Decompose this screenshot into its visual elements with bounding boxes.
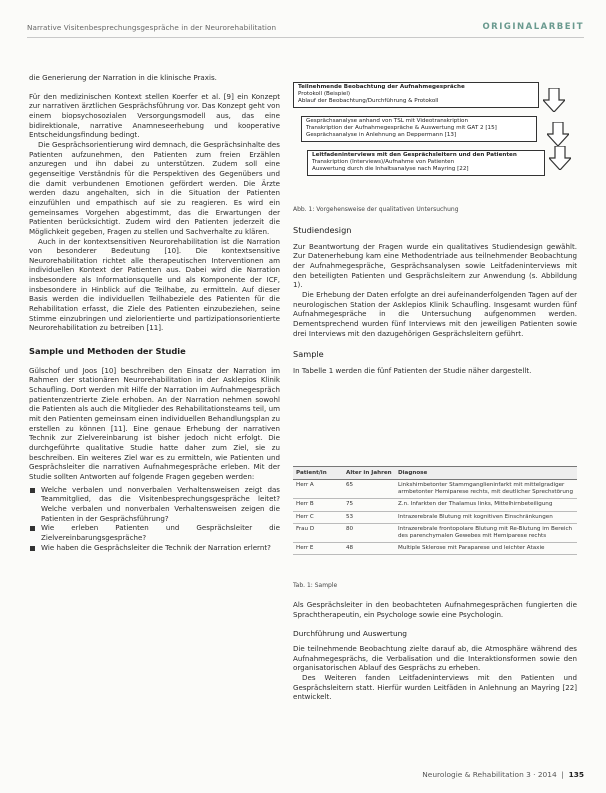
table-row: [293, 499, 577, 511]
continuation-line: die Generierung der Narration in die klinische Praxis.: [29, 73, 217, 82]
table-cell: Z.n. Infarkten der Thalamus links, Mittelhirnbeteiligung: [395, 499, 577, 511]
table-cell: 53: [343, 511, 395, 523]
right-column: [293, 222, 577, 376]
sample-table: [293, 466, 577, 555]
table-row: [293, 511, 577, 523]
figure-caption: Abb. 1: Vorgehensweise der qualitativen Untersuchung: [293, 206, 459, 213]
subheading-sample: Sample: [293, 349, 324, 360]
down-arrow-icon: [549, 146, 571, 170]
table-cell: Frau D: [293, 523, 343, 542]
figure-box-line: Transkription (Interviews)/Aufnahme von Patienten: [312, 159, 455, 165]
figure-box-title: Leitfadeninterviews mit den Gesprächsleitern und den Patienten: [312, 152, 517, 158]
table-cell: Multiple Sklerose mit Paraparese und leichter Ataxie: [395, 543, 577, 555]
figure-box-line: Gesprächsanalyse in Anlehnung an Deppermann [13]: [306, 132, 457, 138]
table-cell: 65: [343, 480, 395, 499]
figure-box-line: Auswertung durch die Inhaltsanalyse nach Mayring [22]: [312, 166, 469, 172]
running-header: Narrative Visitenbesprechungsgespräche in der Neurorehabilitation: [27, 23, 277, 32]
table-caption: Tab. 1: Sample: [293, 582, 338, 589]
list-item: Welche verbalen und nonverbalen Verhaltensweisen zeigt das Teammitglied, das die Visitenbesprechungsgespräche leitet? Welche verbalen und nonverbalen Verhaltensweisen zeigen die Patienten in der Gesprächsführung?: [29, 485, 280, 524]
table-cell: Herr E: [293, 543, 343, 555]
list-item: Wie haben die Gesprächsleiter die Technik der Narration erlernt?: [29, 543, 280, 553]
paragraph: In Tabelle 1 werden die fünf Patienten der Studie näher dargestellt.: [293, 365, 532, 375]
table-cell: Herr A: [293, 480, 343, 499]
figure-box-line: Transkription der Aufnahmegespräche & Auswertung mit GAT 2 [15]: [306, 125, 497, 131]
table-cell: Herr B: [293, 499, 343, 511]
paragraph: Auch in der kontextsensitiven Neurorehabilitation ist die Narration von besonderer Bedeutung [10]. Die kontextsensitive Neurorehabilitation richtet alle therapeutischen Interventionen am individuellen Kontext der Patienten aus. Dabei wird die Narration insbesondere als Informationsquelle und als Komponente der ICF, insbesondere in Hinblick auf die Teilhabe, zu ermitteln. Auf dieser Basis werden die individuellen Teilhabeziele des Patienten für die Rehabilitation erfasst, die Ziele des Patienten einzubeziehen, seine Stimme einzubringen und zielorientierte und partizipationsorientierte Neurorehabilitation zu betreiben [11].: [29, 236, 280, 333]
table-header-row: [293, 467, 577, 480]
figure-box-analysis: [301, 116, 537, 142]
journal-name: Neurologie & Rehabilitation 3 · 2014: [422, 770, 557, 779]
figure-box-line: Gesprächsanalyse anhand von TSL mit Videotranskription: [306, 118, 469, 124]
page-number: 135: [568, 770, 584, 779]
subheading-durchfuehrung: Durchführung und Auswertung: [293, 629, 408, 639]
table-cell: 80: [343, 523, 395, 542]
section-heading: Sample und Methoden der Studie: [29, 346, 186, 357]
subheading-design: Studiendesign: [293, 225, 352, 235]
paragraph: Die Gesprächsorientierung wird demnach, die Gesprächsinhalte des Patienten aufzunehmen, den Patienten zum freien Erzählen anzuregen und ihn dabei zu unterstützen. Zudem soll eine gegenseitige Verständnis für die Perspektiven des Gegenübers und die damit verbundenen Emotionen gefördert werden. Die Ärzte werden dazu angehalten, sich in die Situation der Patienten einzufühlen und empathisch auf sie zu reagieren. Es wird ein gemeinsames Vorgehen abgestimmt, das die Erwartungen der Patienten berücksichtigt. Zudem wird den Patienten jederzeit die Möglichkeit gegeben, Fragen zu stellen und Sachverhalte zu klären.: [29, 139, 280, 236]
figure-box-observation: [293, 82, 539, 108]
table-cell: Herr C: [293, 511, 343, 523]
table-cell: 75: [343, 499, 395, 511]
table-row: [293, 543, 577, 555]
table-cell: Intrazerebrale frontopolare Blutung mit Re-Blutung im Bereich des parenchymalen Gewebes mit Hemiparese rechts: [395, 523, 577, 542]
table-cell: Linkshirnbetonter Stammganglieninfarkt mit mittelgradiger armbetonter Hemiparese rechts, mit deutlicher Sprechstörung: [395, 480, 577, 499]
paragraph: Die Erhebung der Daten erfolgte an drei aufeinanderfolgenden Tagen auf der neurologischen Station der Asklepios Klinik Schaufling. Insgesamt wurden fünf Aufnahmegespräche in die Untersuchung aufgenommen werden. Dementsprechend wurden fünf Interviews mit den jeweiligen Patienten sowie drei Interviews mit den dazugehörigen Gesprächsleitern geführt.: [293, 289, 577, 338]
paragraph: Gülschof und Joos [10] beschreiben den Einsatz der Narration im Rahmen der stationären Neurorehabilitation in der Asklepios Klinik Schaufling. Dort werden mit Hilfe der Narration im Aufnahmegespräch patientenzentrierte Ziele erhoben. An der Narration nehmen sowohl die Patienten als auch die Mitglieder des Rehabilitationsteams teil, um mit den Patienten gemeinsam einen individuellen Behandlungsplan zu erstellen zu können [11]. Eine genaue Erhebung der narrativen Technik zur Zielvereinbarung ist bisher jedoch nicht erfolgt. Die durchgeführte qualitative Studie hatte daher zum Ziel, sie zu beschreiben. Ein weiteres Ziel war es zu ermitteln, wie Patienten und Gesprächsleiter die narrativen Aufnahmegespräche erleben. Mit der Studie sollten Antworten auf folgende Fragen gegeben werden:: [29, 365, 280, 481]
table-row: [293, 480, 577, 499]
table-row: [293, 523, 577, 542]
header-rule: [27, 37, 584, 38]
paragraph: Als Gesprächsleiter in den beobachteten Aufnahmegesprächen fungierten die Sprachtherapeutin, ein Psychologe sowie eine Psychologin.: [293, 600, 577, 619]
figure-box-line: Ablauf der Beobachtung/Durchführung & Protokoll: [298, 98, 439, 104]
column-header: Diagnose: [395, 467, 577, 480]
table-cell: Intrazerebrale Blutung mit kognitiven Einschränkungen: [395, 511, 577, 523]
column-header: Alter in Jahren: [343, 467, 395, 480]
column-header: Patient/in: [293, 467, 343, 480]
right-column-lower: [293, 600, 577, 702]
paragraph: Die teilnehmende Beobachtung zielte darauf ab, die Atmosphäre während des Aufnahmegesprächs, die Verbalisation und die Interaktionsformen sowie den organisatorischen Ablauf des Gesprächs zu erheben.: [293, 643, 577, 673]
figure-box-line: Protokoll (Beispiel): [298, 91, 351, 97]
down-arrow-icon: [547, 122, 569, 146]
left-column: [29, 73, 280, 552]
research-questions-list: [29, 485, 280, 553]
paragraph: Zur Beantwortung der Fragen wurde ein qualitatives Studiendesign gewählt. Zur Datenerhebung kam eine Methodentriade aus teilnehmender Beobachtung der Aufnahmegespräche, Gesprächsanalysen sowie Leitfadeninterviews mit den beteiligten Patienten und Gesprächsleitern zur Anwendung (s. Abbildung 1).: [293, 241, 577, 290]
paragraph: Für den medizinischen Kontext stellen Koerfer et al. [9] ein Konzept zur narrativen ärztlichen Gesprächsführung vor. Das Konzept geht von einem biopsychosozialen Versorgungsmodell aus, das eine bidirektionale, narrative Anamneseerhebung und kooperative Entscheidungsfindung bedingt.: [29, 91, 280, 140]
table-cell: 48: [343, 543, 395, 555]
figure-box-title: Teilnehmende Beobachtung der Aufnahmegespräche: [298, 84, 465, 90]
page-footer: Neurologie & Rehabilitation 3 · 2014 | 135: [422, 770, 584, 779]
list-item: Wie erleben Patienten und Gesprächsleiter die Zielvereinbarungsgespräche?: [29, 523, 280, 542]
method-figure: [293, 82, 577, 200]
figure-box-interviews: [307, 150, 545, 176]
section-label: ORIGINALARBEIT: [482, 22, 584, 32]
paragraph: Des Weiteren fanden Leitfadeninterviews mit den Patienten und Gesprächsleitern statt. Hierfür wurden Leitfäden in Anlehnung an Mayring [22] entwickelt.: [293, 672, 577, 702]
down-arrow-icon: [543, 88, 565, 112]
